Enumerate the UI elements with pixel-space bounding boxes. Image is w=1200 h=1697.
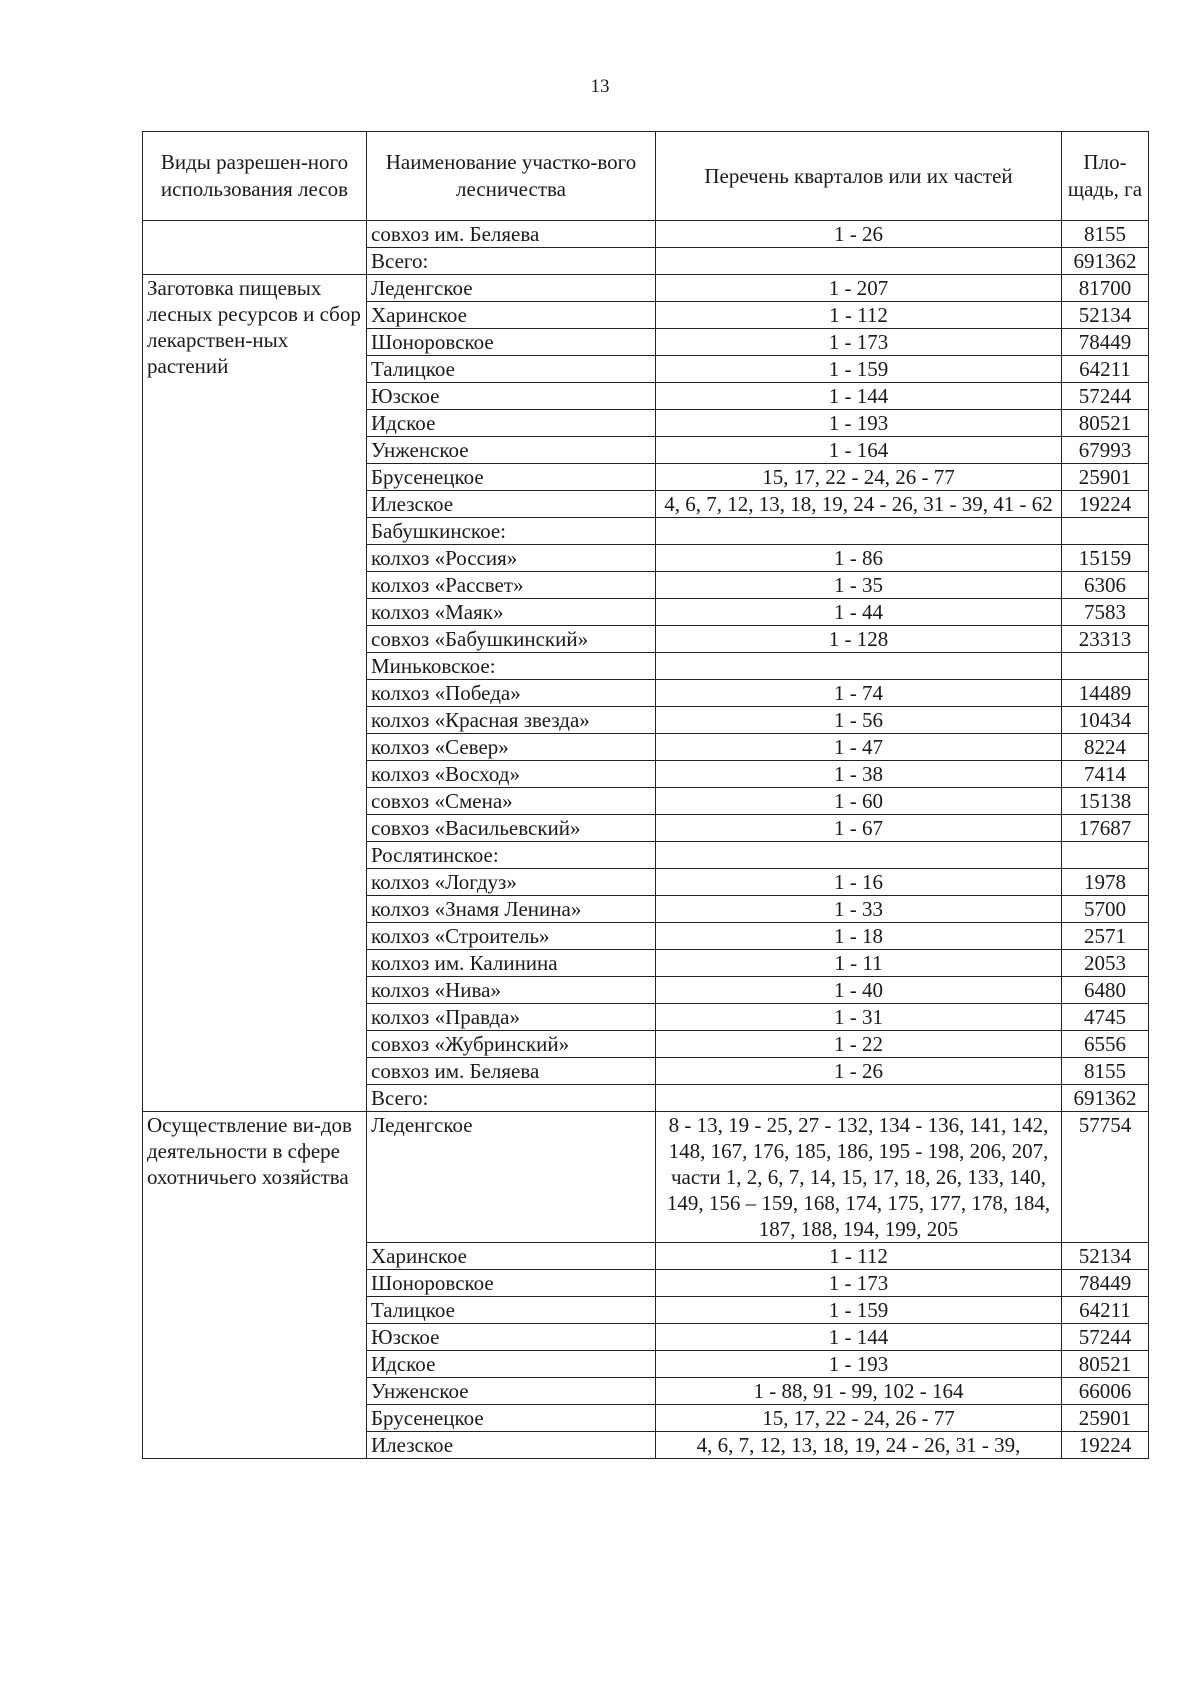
quarters-cell: 1 - 22: [656, 1031, 1062, 1058]
area-cell: 5700: [1062, 896, 1149, 923]
page-number: 13: [590, 76, 610, 97]
area-cell: 19224: [1062, 491, 1149, 518]
area-cell: 7583: [1062, 599, 1149, 626]
quarters-cell: [656, 653, 1062, 680]
forestry-name-cell: Унженское: [367, 1378, 656, 1405]
area-cell: 8224: [1062, 734, 1149, 761]
area-cell: 691362: [1062, 1085, 1149, 1112]
table-body: [143, 221, 1149, 1459]
quarters-cell: 1 - 44: [656, 599, 1062, 626]
forestry-name-cell: Брусенецкое: [367, 464, 656, 491]
forestry-name-cell: Илезское: [367, 1432, 656, 1459]
quarters-cell: 8 - 13, 19 - 25, 27 - 132, 134 - 136, 141, 142, 148, 167, 176, 185, 186, 195 - 198, 206, 207, части 1, 2, 6, 7, 14, 15, 17, 18, 26, 133, 140, 149, 156 – 159, 168, 174, 175, 177, 178, 184, 187, 188, 194, 199, 205: [656, 1112, 1062, 1243]
area-cell: 64211: [1062, 1297, 1149, 1324]
area-cell: 64211: [1062, 356, 1149, 383]
area-cell: 6480: [1062, 977, 1149, 1004]
quarters-cell: 1 - 173: [656, 329, 1062, 356]
forestry-name-cell: Шоноровское: [367, 1270, 656, 1297]
quarters-cell: 1 - 47: [656, 734, 1062, 761]
forestry-name-cell: Талицкое: [367, 356, 656, 383]
quarters-cell: 1 - 159: [656, 1297, 1062, 1324]
quarters-cell: [656, 248, 1062, 275]
area-cell: 2571: [1062, 923, 1149, 950]
quarters-cell: 1 - 159: [656, 356, 1062, 383]
forestry-name-cell: колхоз «Правда»: [367, 1004, 656, 1031]
quarters-cell: 1 - 74: [656, 680, 1062, 707]
quarters-cell: 1 - 164: [656, 437, 1062, 464]
forestry-name-cell: колхоз «Россия»: [367, 545, 656, 572]
forestry-name-cell: колхоз «Нива»: [367, 977, 656, 1004]
area-cell: 17687: [1062, 815, 1149, 842]
quarters-cell: 1 - 193: [656, 1351, 1062, 1378]
quarters-cell: 1 - 112: [656, 302, 1062, 329]
forestry-name-cell: Юзское: [367, 1324, 656, 1351]
area-cell: 10434: [1062, 707, 1149, 734]
forestry-name-cell: Харинское: [367, 302, 656, 329]
header-quarters-list: Перечень кварталов или их частей: [656, 132, 1062, 221]
area-cell: 66006: [1062, 1378, 1149, 1405]
area-cell: 14489: [1062, 680, 1149, 707]
quarters-cell: 15, 17, 22 - 24, 26 - 77: [656, 1405, 1062, 1432]
quarters-cell: 15, 17, 22 - 24, 26 - 77: [656, 464, 1062, 491]
quarters-cell: 1 - 31: [656, 1004, 1062, 1031]
quarters-cell: 1 - 26: [656, 221, 1062, 248]
area-cell: 4745: [1062, 1004, 1149, 1031]
area-cell: 2053: [1062, 950, 1149, 977]
quarters-cell: 1 - 112: [656, 1243, 1062, 1270]
forestry-name-cell: колхоз «Маяк»: [367, 599, 656, 626]
forestry-name-cell: колхоз «Север»: [367, 734, 656, 761]
area-cell: 52134: [1062, 302, 1149, 329]
forestry-name-cell: Талицкое: [367, 1297, 656, 1324]
forestry-name-cell: Леденгское: [367, 1112, 656, 1243]
area-cell: 52134: [1062, 1243, 1149, 1270]
forestry-name-cell: Харинское: [367, 1243, 656, 1270]
table-row: [143, 275, 1149, 302]
forestry-name-cell: Леденгское: [367, 275, 656, 302]
area-cell: 80521: [1062, 410, 1149, 437]
area-cell: 15159: [1062, 545, 1149, 572]
header-use-type: Виды разрешен-ного использования лесов: [143, 132, 367, 221]
quarters-cell: 1 - 67: [656, 815, 1062, 842]
forestry-name-cell: Всего:: [367, 1085, 656, 1112]
forestry-name-cell: Всего:: [367, 248, 656, 275]
forestry-name-cell: Идское: [367, 410, 656, 437]
area-cell: 57244: [1062, 1324, 1149, 1351]
area-cell: 25901: [1062, 1405, 1149, 1432]
forestry-name-cell: Илезское: [367, 491, 656, 518]
forestry-name-cell: Идское: [367, 1351, 656, 1378]
quarters-cell: 1 - 60: [656, 788, 1062, 815]
forestry-name-cell: Рослятинское:: [367, 842, 656, 869]
forestry-name-cell: Бабушкинское:: [367, 518, 656, 545]
area-cell: 78449: [1062, 329, 1149, 356]
forestry-name-cell: колхоз «Восход»: [367, 761, 656, 788]
quarters-cell: 1 - 86: [656, 545, 1062, 572]
forestry-name-cell: колхоз «Победа»: [367, 680, 656, 707]
quarters-cell: 1 - 38: [656, 761, 1062, 788]
forestry-name-cell: совхоз «Жубринский»: [367, 1031, 656, 1058]
quarters-cell: 1 - 173: [656, 1270, 1062, 1297]
header-forestry-name: Наименование участко-вого лесничества: [367, 132, 656, 221]
area-cell: 80521: [1062, 1351, 1149, 1378]
forestry-name-cell: совхоз «Смена»: [367, 788, 656, 815]
forestry-name-cell: колхоз им. Калинина: [367, 950, 656, 977]
quarters-cell: 1 - 144: [656, 1324, 1062, 1351]
area-cell: 19224: [1062, 1432, 1149, 1459]
quarters-cell: [656, 518, 1062, 545]
table-row: [143, 221, 1149, 248]
forestry-name-cell: Унженское: [367, 437, 656, 464]
header-area: Пло-щадь, га: [1062, 132, 1149, 221]
area-cell: 8155: [1062, 1058, 1149, 1085]
quarters-cell: 4, 6, 7, 12, 13, 18, 19, 24 - 26, 31 - 39, 41 - 62: [656, 491, 1062, 518]
quarters-cell: 1 - 35: [656, 572, 1062, 599]
area-cell: 7414: [1062, 761, 1149, 788]
area-cell: 8155: [1062, 221, 1149, 248]
forestry-name-cell: колхоз «Строитель»: [367, 923, 656, 950]
quarters-cell: 1 - 18: [656, 923, 1062, 950]
area-cell: 81700: [1062, 275, 1149, 302]
area-cell: 57754: [1062, 1112, 1149, 1243]
quarters-cell: 1 - 144: [656, 383, 1062, 410]
use-type-cell: [143, 221, 367, 275]
forestry-name-cell: совхоз им. Беляева: [367, 221, 656, 248]
forestry-name-cell: колхоз «Знамя Ленина»: [367, 896, 656, 923]
quarters-cell: 4, 6, 7, 12, 13, 18, 19, 24 - 26, 31 - 39,: [656, 1432, 1062, 1459]
forestry-name-cell: колхоз «Рассвет»: [367, 572, 656, 599]
area-cell: 78449: [1062, 1270, 1149, 1297]
quarters-cell: 1 - 16: [656, 869, 1062, 896]
forestry-name-cell: совхоз «Бабушкинский»: [367, 626, 656, 653]
forestry-name-cell: Юзское: [367, 383, 656, 410]
forestry-name-cell: совхоз «Васильевский»: [367, 815, 656, 842]
quarters-cell: 1 - 33: [656, 896, 1062, 923]
use-type-cell: Осуществление ви-дов деятельности в сфере охотничьего хозяйства: [143, 1112, 367, 1459]
area-cell: 6306: [1062, 572, 1149, 599]
quarters-cell: 1 - 26: [656, 1058, 1062, 1085]
area-cell: [1062, 842, 1149, 869]
use-type-cell: Заготовка пищевых лесных ресурсов и сбор лекарствен-ных растений: [143, 275, 367, 1112]
area-cell: 23313: [1062, 626, 1149, 653]
area-cell: [1062, 653, 1149, 680]
area-cell: 6556: [1062, 1031, 1149, 1058]
quarters-cell: 1 - 56: [656, 707, 1062, 734]
quarters-cell: [656, 1085, 1062, 1112]
area-cell: 691362: [1062, 248, 1149, 275]
forestry-name-cell: Шоноровское: [367, 329, 656, 356]
area-cell: [1062, 518, 1149, 545]
table-row: [143, 1112, 1149, 1243]
forestry-name-cell: Брусенецкое: [367, 1405, 656, 1432]
quarters-cell: 1 - 193: [656, 410, 1062, 437]
forest-use-table: [142, 131, 1149, 1459]
forestry-name-cell: совхоз им. Беляева: [367, 1058, 656, 1085]
quarters-cell: 1 - 88, 91 - 99, 102 - 164: [656, 1378, 1062, 1405]
area-cell: 25901: [1062, 464, 1149, 491]
forestry-name-cell: колхоз «Логдуз»: [367, 869, 656, 896]
quarters-cell: [656, 842, 1062, 869]
area-cell: 15138: [1062, 788, 1149, 815]
area-cell: 57244: [1062, 383, 1149, 410]
area-cell: 1978: [1062, 869, 1149, 896]
forestry-name-cell: Миньковское:: [367, 653, 656, 680]
quarters-cell: 1 - 207: [656, 275, 1062, 302]
area-cell: 67993: [1062, 437, 1149, 464]
quarters-cell: 1 - 11: [656, 950, 1062, 977]
table-header-row: [143, 132, 1149, 221]
forestry-name-cell: колхоз «Красная звезда»: [367, 707, 656, 734]
quarters-cell: 1 - 128: [656, 626, 1062, 653]
quarters-cell: 1 - 40: [656, 977, 1062, 1004]
